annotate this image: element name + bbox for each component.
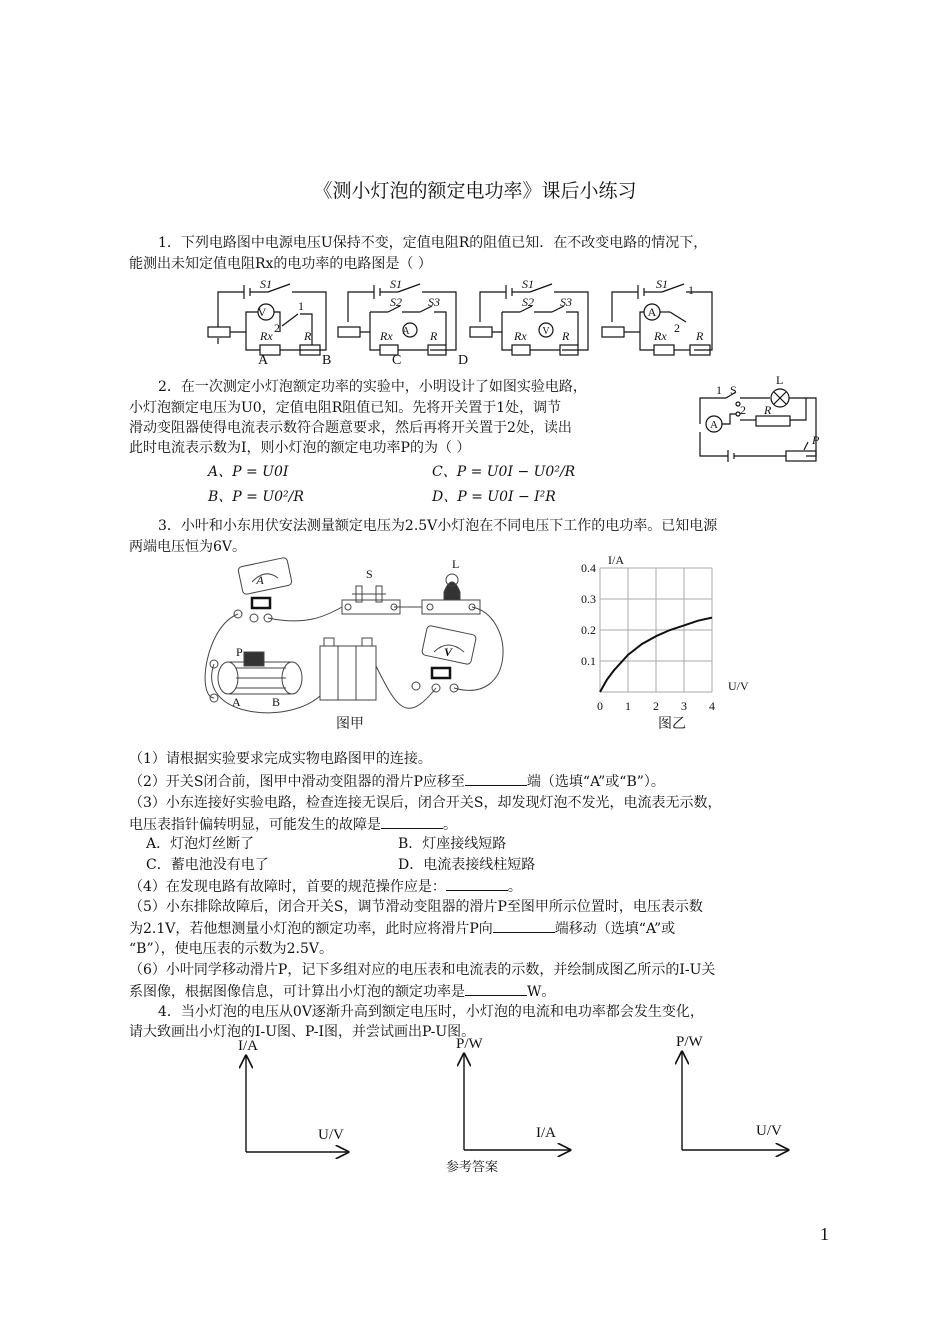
q2-label-l: L — [776, 376, 784, 387]
photo-b-label: B — [272, 695, 281, 709]
iu-x-label: U/V — [318, 1127, 344, 1143]
q1-b-s1: S1 — [390, 277, 402, 291]
q3-sub5-pre: 为2.1V，若他想测量小灯泡的额定功率，此时应将滑片P向 — [129, 921, 493, 937]
chart-x-tick-label: 0 — [597, 699, 603, 713]
q2-label-a: A — [710, 419, 718, 431]
q1-option-d: D — [458, 353, 469, 368]
fig-yi-caption: 图乙 — [658, 717, 686, 732]
q3-sub6-pre: 系图像，根据图像信息，可计算出小灯泡的额定功率是 — [129, 984, 465, 1000]
q4-line2: 请大致画出小灯泡的I-U图、P-I图，并尝试画出P-U图。 — [129, 1024, 476, 1040]
photo-l-label: L — [452, 557, 460, 571]
q1-circuit-diagrams — [200, 272, 730, 370]
q3-sub4-post: 。 — [507, 879, 522, 895]
q3-line1: 3．小叶和小东用伏安法测量额定电压为2.5V小灯泡在不同电压下工作的电功率。已知电源 — [158, 518, 718, 534]
switch-device — [342, 586, 400, 614]
q2-option-b: B、P = U0²/R — [208, 489, 304, 505]
chart-y-tick-label: 0.4 — [581, 561, 596, 575]
rheostat-device — [210, 652, 302, 702]
q1-a-r: R — [304, 329, 312, 343]
photo-ammeter-label: A — [256, 573, 264, 587]
q3-sub4-blank[interactable] — [446, 876, 508, 891]
q3-sub6-line1: （6）小叶同学移动滑片P，记下多组对应的电压表和电流表的示数，并绘制成图乙所示的I-U关 — [129, 962, 716, 978]
q1-a-two: 2 — [274, 321, 280, 335]
iu-y-label: I/A — [238, 1038, 258, 1054]
q3-sub2 — [129, 771, 665, 793]
chart-x-tick-label: 2 — [653, 699, 659, 713]
q1-b-r: R — [430, 329, 438, 343]
q3-sub5-line2 — [129, 918, 675, 940]
q3-sub4-pre: （4）在发现电路有故障时，首要的规范操作应是： — [129, 879, 446, 895]
q1-d-s1: S1 — [656, 277, 668, 291]
q1-a-s1: S1 — [260, 277, 272, 291]
circuit-d — [602, 284, 712, 355]
chart-x-tick-label: 3 — [681, 699, 687, 713]
fig-jia-caption: 图甲 — [336, 717, 364, 732]
chart-grid — [600, 568, 712, 692]
q1-c-r: R — [562, 329, 570, 343]
q4-blank-axes — [230, 1034, 810, 1174]
photo-a-label: A — [232, 695, 241, 709]
page-title: 《测小灯泡的额定电功率》课后小练习 — [313, 180, 637, 202]
battery-device — [320, 638, 376, 700]
q2-circuit-diagram — [696, 376, 826, 470]
photo-p-label: P — [236, 645, 243, 659]
q2-label-1: 1 — [716, 383, 722, 397]
q3-sub4 — [129, 876, 522, 898]
q1-a-rx: Rx — [260, 329, 273, 343]
chart-y-tick-label: 0.3 — [581, 592, 596, 606]
photo-s-label: S — [366, 567, 373, 581]
q1-d-r: R — [696, 329, 704, 343]
lamp-device — [422, 574, 480, 614]
q1-d-two: 2 — [674, 321, 680, 335]
q2-option-d: D、P = U0I − I²R — [432, 489, 556, 505]
q3-sub6-line2 — [129, 981, 555, 1003]
page-number: 1 — [820, 1224, 829, 1244]
q2-line2: 小灯泡额定电压为U0，定值电阻R阻值已知。先将开关置于1处，调节 — [129, 400, 562, 416]
q3-sub2-blank[interactable] — [465, 771, 527, 786]
q1-b-rx: Rx — [380, 329, 393, 343]
q2-label-s: S — [730, 383, 737, 397]
q2-line1: 2．在一次测定小灯泡额定功率的实验中，小明设计了如图实验电路， — [158, 379, 587, 395]
q1-c-v: V — [542, 326, 550, 337]
q2-line4: 此时电流表示数为I，则小灯泡的额定电功率P的为（ ） — [129, 440, 471, 456]
pi-y-label: P/W — [456, 1036, 483, 1052]
photo-voltmeter-label: V — [443, 645, 453, 659]
q1-option-a: A — [258, 353, 269, 368]
pu-x-label: U/V — [756, 1123, 782, 1139]
q3-sub6-post: W。 — [527, 984, 556, 1000]
q1-c-s3: S3 — [560, 295, 572, 309]
q1-b-s3: S3 — [428, 295, 440, 309]
chart-y-tick-label: 0.1 — [581, 654, 596, 668]
q1-d-a: A — [647, 305, 657, 319]
q3-sub3-blank[interactable] — [381, 814, 443, 829]
q2-label-2: 2 — [740, 403, 746, 417]
answer-label: 参考答案 — [446, 1160, 499, 1175]
q4-line1: 4．当小灯泡的电压从0V逐渐升高到额定电压时，小灯泡的电流和电功率都会发生变化， — [158, 1004, 704, 1020]
q2-option-a: A、P = U0I — [208, 464, 289, 480]
q1-b-s2: S2 — [390, 295, 402, 309]
q2-line3: 滑动变阻器使得电流表示数符合题意要求，然后再将开关置于2处，读出 — [129, 420, 572, 436]
q1-line2: 能测出未知定值电阻Rx的电功率的电路图是（ ） — [129, 256, 432, 272]
q3-sub5-line1: （5）小东排除故障后，闭合开关S，调节滑动变阻器的滑片P至图甲所示位置时，电压表示数 — [129, 899, 703, 915]
pu-y-label: P/W — [676, 1034, 703, 1050]
chart-x-label: U/V — [728, 679, 749, 693]
q3-apparatus-figure — [196, 556, 526, 736]
q1-b-a: A — [402, 326, 410, 337]
chart-x-tick-label: 1 — [625, 699, 631, 713]
q3-sub2-pre: （2）开关S闭合前，图甲中滑动变阻器的滑片P应移至 — [129, 774, 465, 790]
q1-a-v: V — [257, 305, 267, 319]
q3-sub3-line2 — [129, 814, 457, 836]
q1-c-s2: S2 — [522, 295, 534, 309]
q2-label-r: R — [764, 403, 772, 417]
q3-sub3-line1: （3）小东连接好实验电路，检查连接无误后，闭合开关S，却发现灯泡不发光，电流表无示数， — [129, 795, 722, 811]
q3-sub3-option-a: A．灯泡灯丝断了 — [146, 836, 255, 852]
q3-sub6-blank[interactable] — [465, 981, 527, 996]
chart-x-tick-label: 4 — [709, 699, 715, 713]
chart-y-tick-label: 0.2 — [581, 623, 596, 637]
q1-option-b: B — [322, 353, 332, 368]
q1-a-one: 1 — [298, 299, 304, 313]
q1-c-s1: S1 — [522, 277, 534, 291]
circuit-a — [208, 284, 326, 355]
q1-line1: 1．下列电路图中电源电压U保持不变，定值电阻R的阻值已知．在不改变电路的情况下， — [158, 235, 708, 251]
q3-sub3-pre: 电压表指针偏转明显，可能发生的故障是 — [129, 817, 381, 833]
q3-sub3-post: 。 — [443, 817, 457, 833]
q3-sub3-option-b: B．灯座接线短路 — [398, 836, 507, 852]
q1-d-one: 1 — [688, 283, 694, 297]
q3-sub2-post: 端（选填“A”或“B”）。 — [526, 774, 665, 790]
pi-x-label: I/A — [536, 1125, 556, 1141]
q3-sub3-option-c: C．蓄电池没有电了 — [146, 857, 269, 873]
q2-label-p: P — [812, 433, 820, 447]
q3-sub5-post: 端移动（选填“A”或 — [554, 921, 676, 937]
q3-sub1: （1）请根据实验要求完成实物电路图甲的连接。 — [129, 751, 432, 767]
iu-chart — [570, 548, 770, 738]
q1-c-rx: Rx — [514, 329, 527, 343]
q3-sub5-line3: “B”），使电压表的示数为2.5V。 — [129, 941, 333, 957]
q3-sub5-blank[interactable] — [493, 918, 555, 933]
q1-option-c: C — [392, 353, 402, 368]
q3-sub3-option-d: D．电流表接线柱短路 — [398, 857, 536, 873]
ammeter-device — [234, 557, 292, 622]
q1-d-rx: Rx — [654, 329, 667, 343]
chart-y-label: I/A — [608, 553, 624, 567]
q3-line2: 两端电压恒为6V。 — [129, 539, 247, 555]
q2-option-c: C、P = U0I − U0²/R — [432, 464, 576, 480]
